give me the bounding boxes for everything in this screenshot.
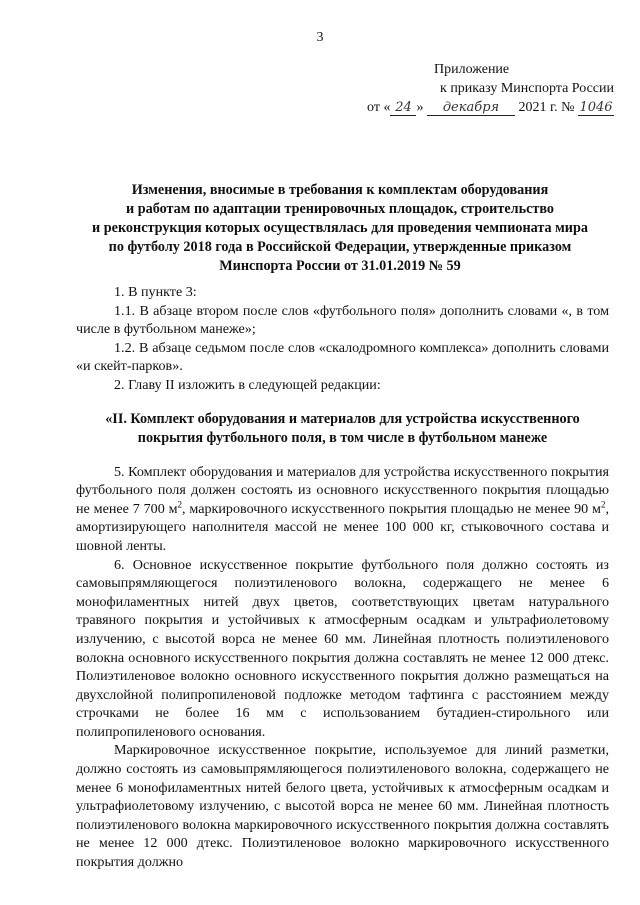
handwritten-month: декабря: [427, 101, 515, 116]
paragraph-marking: Маркировочное искусственное покрытие, используемое для линий разметки, должно состоять из самовыпрямляющегося полиэтиленового волокна, содержащего не менее 6 монофиламентных нитей белого цвета, устойчивых к атмосферным осадкам и ультрафиолетовому излучению, с высотой ворса не менее 60 мм. Линейная плотность полиэтиленового волокна маркировочного искусственного покрытия должна составлять не менее 12 000 дтекс. Полиэтиленовое волокно маркировочного искусственного покрытия должно: [76, 742, 609, 871]
section-heading: [76, 410, 609, 448]
item-2: 2. Главу II изложить в следующей редакции:: [114, 376, 381, 393]
handwritten-number: 1046: [579, 100, 613, 115]
title-line: и работам по адаптации тренировочных площадок, строительство: [125, 201, 555, 217]
item-1-1: 1.1. В абзаце втором после слов «футбольного поля» дополнить словами «, в том числе в футбольном манеже»;: [76, 302, 609, 338]
paragraph-5-text: 5. Комплект оборудования и материалов для устройства искусственного покрытия футбольного поля должен состоять из основного искусственного покрытия площадью не менее 7 700 м: [76, 463, 609, 517]
section-heading-line: покрытия футбольного поля, в том числе в футбольном манеже: [137, 429, 548, 446]
item-1: 1. В пункте 3:: [114, 284, 197, 300]
paragraph-5-text: , маркировочного искусственного покрытия площадью не менее 90 м: [182, 500, 601, 517]
section-heading-line: «II. Комплект оборудования и материалов для устройства искусственного: [105, 410, 580, 427]
appendix-label: Приложение: [434, 62, 510, 77]
handwritten-day: 24: [390, 101, 416, 116]
date-mid: »: [416, 100, 424, 115]
paragraph-5: [76, 463, 609, 556]
document-body: [76, 283, 609, 872]
title-line: по футболу 2018 года в Российской Федерации, утвержденные приказом: [108, 239, 572, 255]
appendix-header: [352, 60, 614, 117]
paragraph-5-text: , амортизирующего наполнителя массой не менее 100 000 кг, стыковочного состава и шовной ленты.: [76, 500, 609, 554]
page-number: 3: [316, 30, 324, 45]
title-line: Минспорта России от 31.01.2019 № 59: [219, 258, 461, 274]
superscript: 2: [177, 499, 183, 510]
title-line: Изменения, вносимые в требования к комплектам оборудования: [131, 182, 549, 198]
appendix-date-line: [352, 98, 614, 117]
superscript: 2: [600, 499, 606, 510]
document-title: [64, 181, 616, 276]
paragraph-6: 6. Основное искусственное покрытие футбольного поля должно состоять из самовыпрямляющегося полиэтиленового волокна, содержащего не менее 6 монофиламентных нитей двух цветов, соответствующих цветам натурального травяного покрытия и устойчивых к атмосферным осадкам и ультрафиолетовому излучению, с высотой ворса не менее 60 мм. Линейная плотность полиэтиленового волокна основного искусственного покрытия должна составлять не менее 12 000 дтекс. Полиэтиленовое волокно основного искусственного покрытия должно размещаться на двухслойной полипропиленовой подложке методом тафтинга с расстоянием между строчками не более 16 мм с использованием бутадиен-стирольного или полипропиленового основания.: [76, 556, 609, 740]
date-year: 2021 г. №: [518, 100, 575, 115]
date-prefix: от «: [367, 100, 391, 115]
appendix-order-ref: к приказу Минспорта России: [440, 81, 614, 96]
item-1-2: 1.2. В абзаце седьмом после слов «скалодромного комплекса» дополнить словами «и скейт-парков».: [76, 339, 609, 375]
title-line: и реконструкция которых осуществлялась для проведения чемпионата мира: [92, 220, 588, 236]
